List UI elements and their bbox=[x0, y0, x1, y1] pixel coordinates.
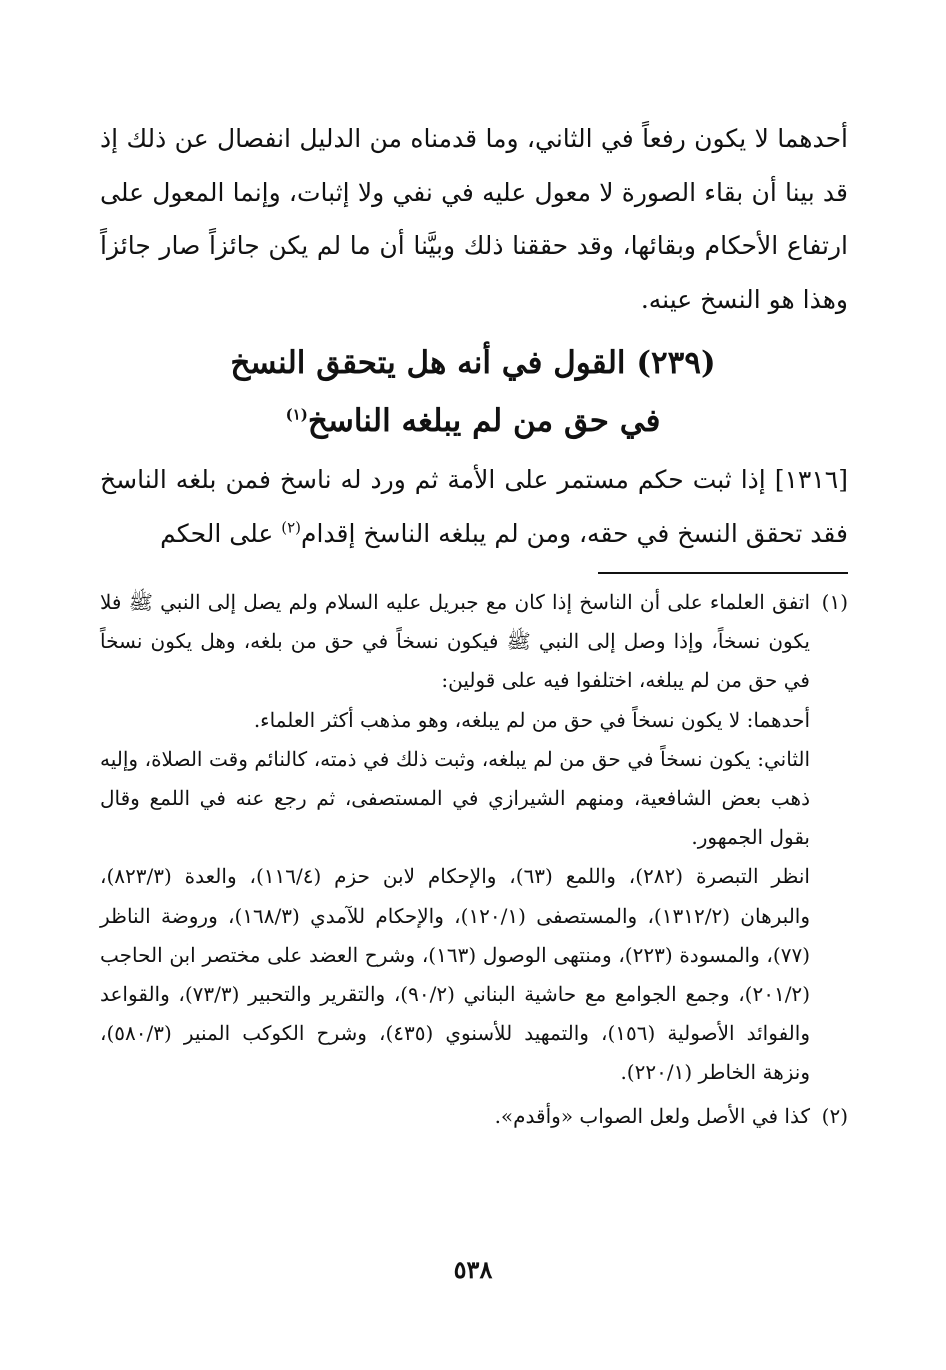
footnote-1-second-opinion: الثاني: يكون نسخاً في حق من لم يبلغه، وثبت ذلك في ذمته، كالنائم وقت الصلاة، وإليه ذهب بعض الشافعية، ومنهم الشيرازي في المستصفى، ثم رجع عنه في اللمع وقال بقول الجمهور. bbox=[100, 746, 810, 850]
section-title-line-1: القول في أنه هل يتحقق النسخ bbox=[230, 345, 626, 381]
heading-footnote-mark[interactable]: (١) bbox=[285, 405, 308, 424]
footnote-1 bbox=[100, 583, 848, 1093]
numbered-paragraph bbox=[100, 453, 848, 560]
footnote-1-first-opinion: أحدهما: لا يكون نسخاً في حق من لم يبلغه، وهو مذهب أكثر العلماء. bbox=[253, 707, 810, 732]
footnote-divider bbox=[598, 572, 848, 574]
footnotes-section bbox=[100, 583, 848, 1136]
paragraph-footnote-mark[interactable]: (٢) bbox=[281, 518, 301, 537]
footnote-1-references: انظر التبصرة (٢٨٢)، واللمع (٦٣)، والإحكام لابن حزم (١١٦/٤)، والعدة (٨٢٣/٣)، والبرهان (١٣١٢/٢)، والمستصفى (١٢٠/١)، والإحكام للآمدي (١٦٨/٣)، وروضة الناظر (٧٧)، والمسودة (٢٢٣)، ومنتهى الوصول (١٦٣)، وشرح العضد على مختصر ابن الحاجب (٢٠١/٢)، وجمع الجوامع مع حاشية البناني (٩٠/٢)، والتقرير والتحبير (٧٣/٣)، والقواعد والفوائد الأصولية (١٥٦)، والتمهيد للأسنوي (٤٣٥)، وشرح الكوكب المنير (٥٨٠/٣)، ونزهة الخاطر (٢٢٠/١). bbox=[100, 864, 811, 1085]
opening-paragraph: أحدهما لا يكون رفعاً في الثاني، وما قدمناه من الدليل انفصال عن ذلك إذ قد بينا أن بقاء الصورة لا معول عليه في نفي ولا إثبات، وإنما المعول على ارتفاع الأحكام وبقائها، وقد حققنا ذلك وبيَّنا أن ما لم يكن جائزاً صار جائزاً وهذا هو النسخ عينه. bbox=[100, 124, 848, 314]
footnote-1-number: (١) bbox=[821, 590, 848, 614]
section-title-line-2: في حق من لم يبلغه الناسخ bbox=[307, 403, 661, 439]
page-number: ٥٣٨ bbox=[453, 1255, 493, 1284]
section-heading-line-1 bbox=[98, 334, 848, 392]
footnote-2-body bbox=[100, 1097, 810, 1136]
paragraph-text-start: إذا ثبت حكم مستمر على الأمة ثم ورد له ناسخ فمن بلغه الناسخ فقد تحقق النسخ في حقه، ومن لم يبلغه الناسخ إقدام bbox=[100, 465, 848, 548]
footnote-1-body bbox=[100, 583, 810, 1093]
paragraph-number: [١٣١٦] bbox=[774, 465, 848, 494]
section-number: (٢٣٩) bbox=[636, 345, 716, 381]
paragraph-text-end: على الحكم bbox=[160, 518, 282, 548]
footnote-2-number: (٢) bbox=[821, 1103, 848, 1128]
footnote-2 bbox=[100, 1097, 848, 1136]
footnote-2-text: كذا في الأصل ولعل الصواب «وأقدم». bbox=[494, 1103, 810, 1128]
footnote-1-intro: اتفق العلماء على أن الناسخ إذا كان مع جبريل عليه السلام ولم يصل إلى النبي ﷺ فلا يكون نسخاً، وإذا وصل إلى النبي ﷺ فيكون نسخاً في حق من بلغه، وهل يكون نسخاً في حق من لم يبلغه، اختلفوا فيه على قولين: bbox=[100, 590, 810, 693]
section-heading-line-2 bbox=[98, 392, 848, 450]
